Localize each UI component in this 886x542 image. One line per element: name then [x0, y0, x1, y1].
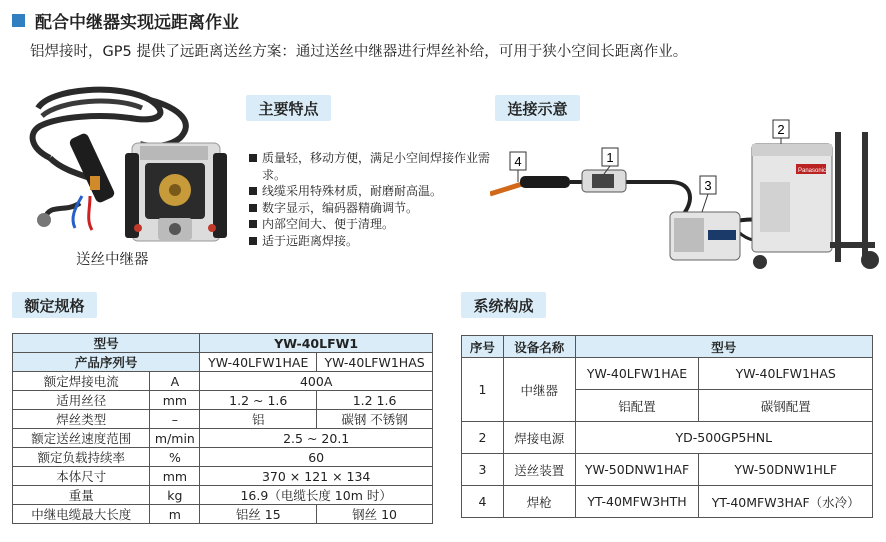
feature-item: 适于远距离焊接。	[248, 233, 493, 250]
table-row: 适用丝径 mm 1.2 ~ 1.6 1.2 1.6	[13, 391, 433, 410]
feature-item: 内部空间大、便于清理。	[248, 216, 493, 233]
table-row: 额定送丝速度范围 m/min 2.5 ~ 20.1	[13, 429, 433, 448]
system-table	[461, 335, 873, 518]
callout-4: 4	[514, 154, 522, 169]
system-heading: 系统构成	[461, 292, 546, 318]
sys-col-model: 型号	[575, 336, 872, 358]
spec-heading: 额定规格	[12, 292, 97, 318]
feature-item: 数字显示，编码器精确调节。	[248, 200, 493, 217]
callout-3: 3	[704, 178, 712, 193]
table-row: 额定焊接电流 A 400A	[13, 372, 433, 391]
table-row: 重量 kg 16.9（电缆长度 10m 时）	[13, 486, 433, 505]
product-caption: 送丝中继器	[76, 252, 149, 268]
page-subtitle: 铝焊接时，GP5 提供了远距离送丝方案：通过送丝中继器进行焊丝补给，可用于狭小空间长距离作业。	[30, 44, 688, 60]
features-list	[248, 150, 493, 250]
table-row: 中继电缆最大长度 m 铝丝 15 钢丝 10	[13, 505, 433, 524]
title-square-icon	[12, 14, 25, 27]
spec-table	[12, 333, 433, 524]
connection-heading: 连接示意	[495, 95, 580, 121]
spec-model-value: YW-40LFW1	[200, 334, 433, 353]
table-row: 4 焊枪 YT-40MFW3HTH YT-40MFW3HAF（水冷）	[462, 486, 873, 518]
table-row: 本体尺寸 mm 370 × 121 × 134	[13, 467, 433, 486]
feature-item: 线缆采用特殊材质，耐磨耐高温。	[248, 183, 493, 200]
page-title: 配合中继器实现远距离作业	[35, 13, 239, 33]
features-heading: 主要特点	[246, 95, 331, 121]
table-row: 额定负载持续率 % 60	[13, 448, 433, 467]
spec-serial-label: 产品序列号	[13, 353, 200, 372]
callout-2: 2	[777, 122, 785, 137]
brand-mark: Panasonic	[797, 168, 827, 174]
table-row: 1 中继器 YW-40LFW1HAE YW-40LFW1HAS	[462, 358, 873, 390]
table-row: 3 送丝装置 YW-50DNW1HAF YW-50DNW1HLF	[462, 454, 873, 486]
section-title	[12, 8, 239, 33]
sys-col-name: 设备名称	[503, 336, 575, 358]
table-row: 铝配置 碳钢配置	[462, 390, 873, 422]
spec-serial-a: YW-40LFW1HAE	[200, 353, 317, 372]
callout-1: 1	[606, 150, 614, 165]
spec-serial-b: YW-40LFW1HAS	[317, 353, 433, 372]
connection-diagram	[490, 112, 886, 270]
wire-feed-relay-image	[20, 78, 242, 256]
spec-model-label: 型号	[13, 334, 200, 353]
sys-col-no: 序号	[462, 336, 504, 358]
table-row: 2 焊接电源 YD-500GP5HNL	[462, 422, 873, 454]
table-row: 焊丝类型 – 铝 碳钢 不锈钢	[13, 410, 433, 429]
feature-item: 质量轻，移动方便，满足小空间焊接作业需求。	[248, 150, 493, 183]
